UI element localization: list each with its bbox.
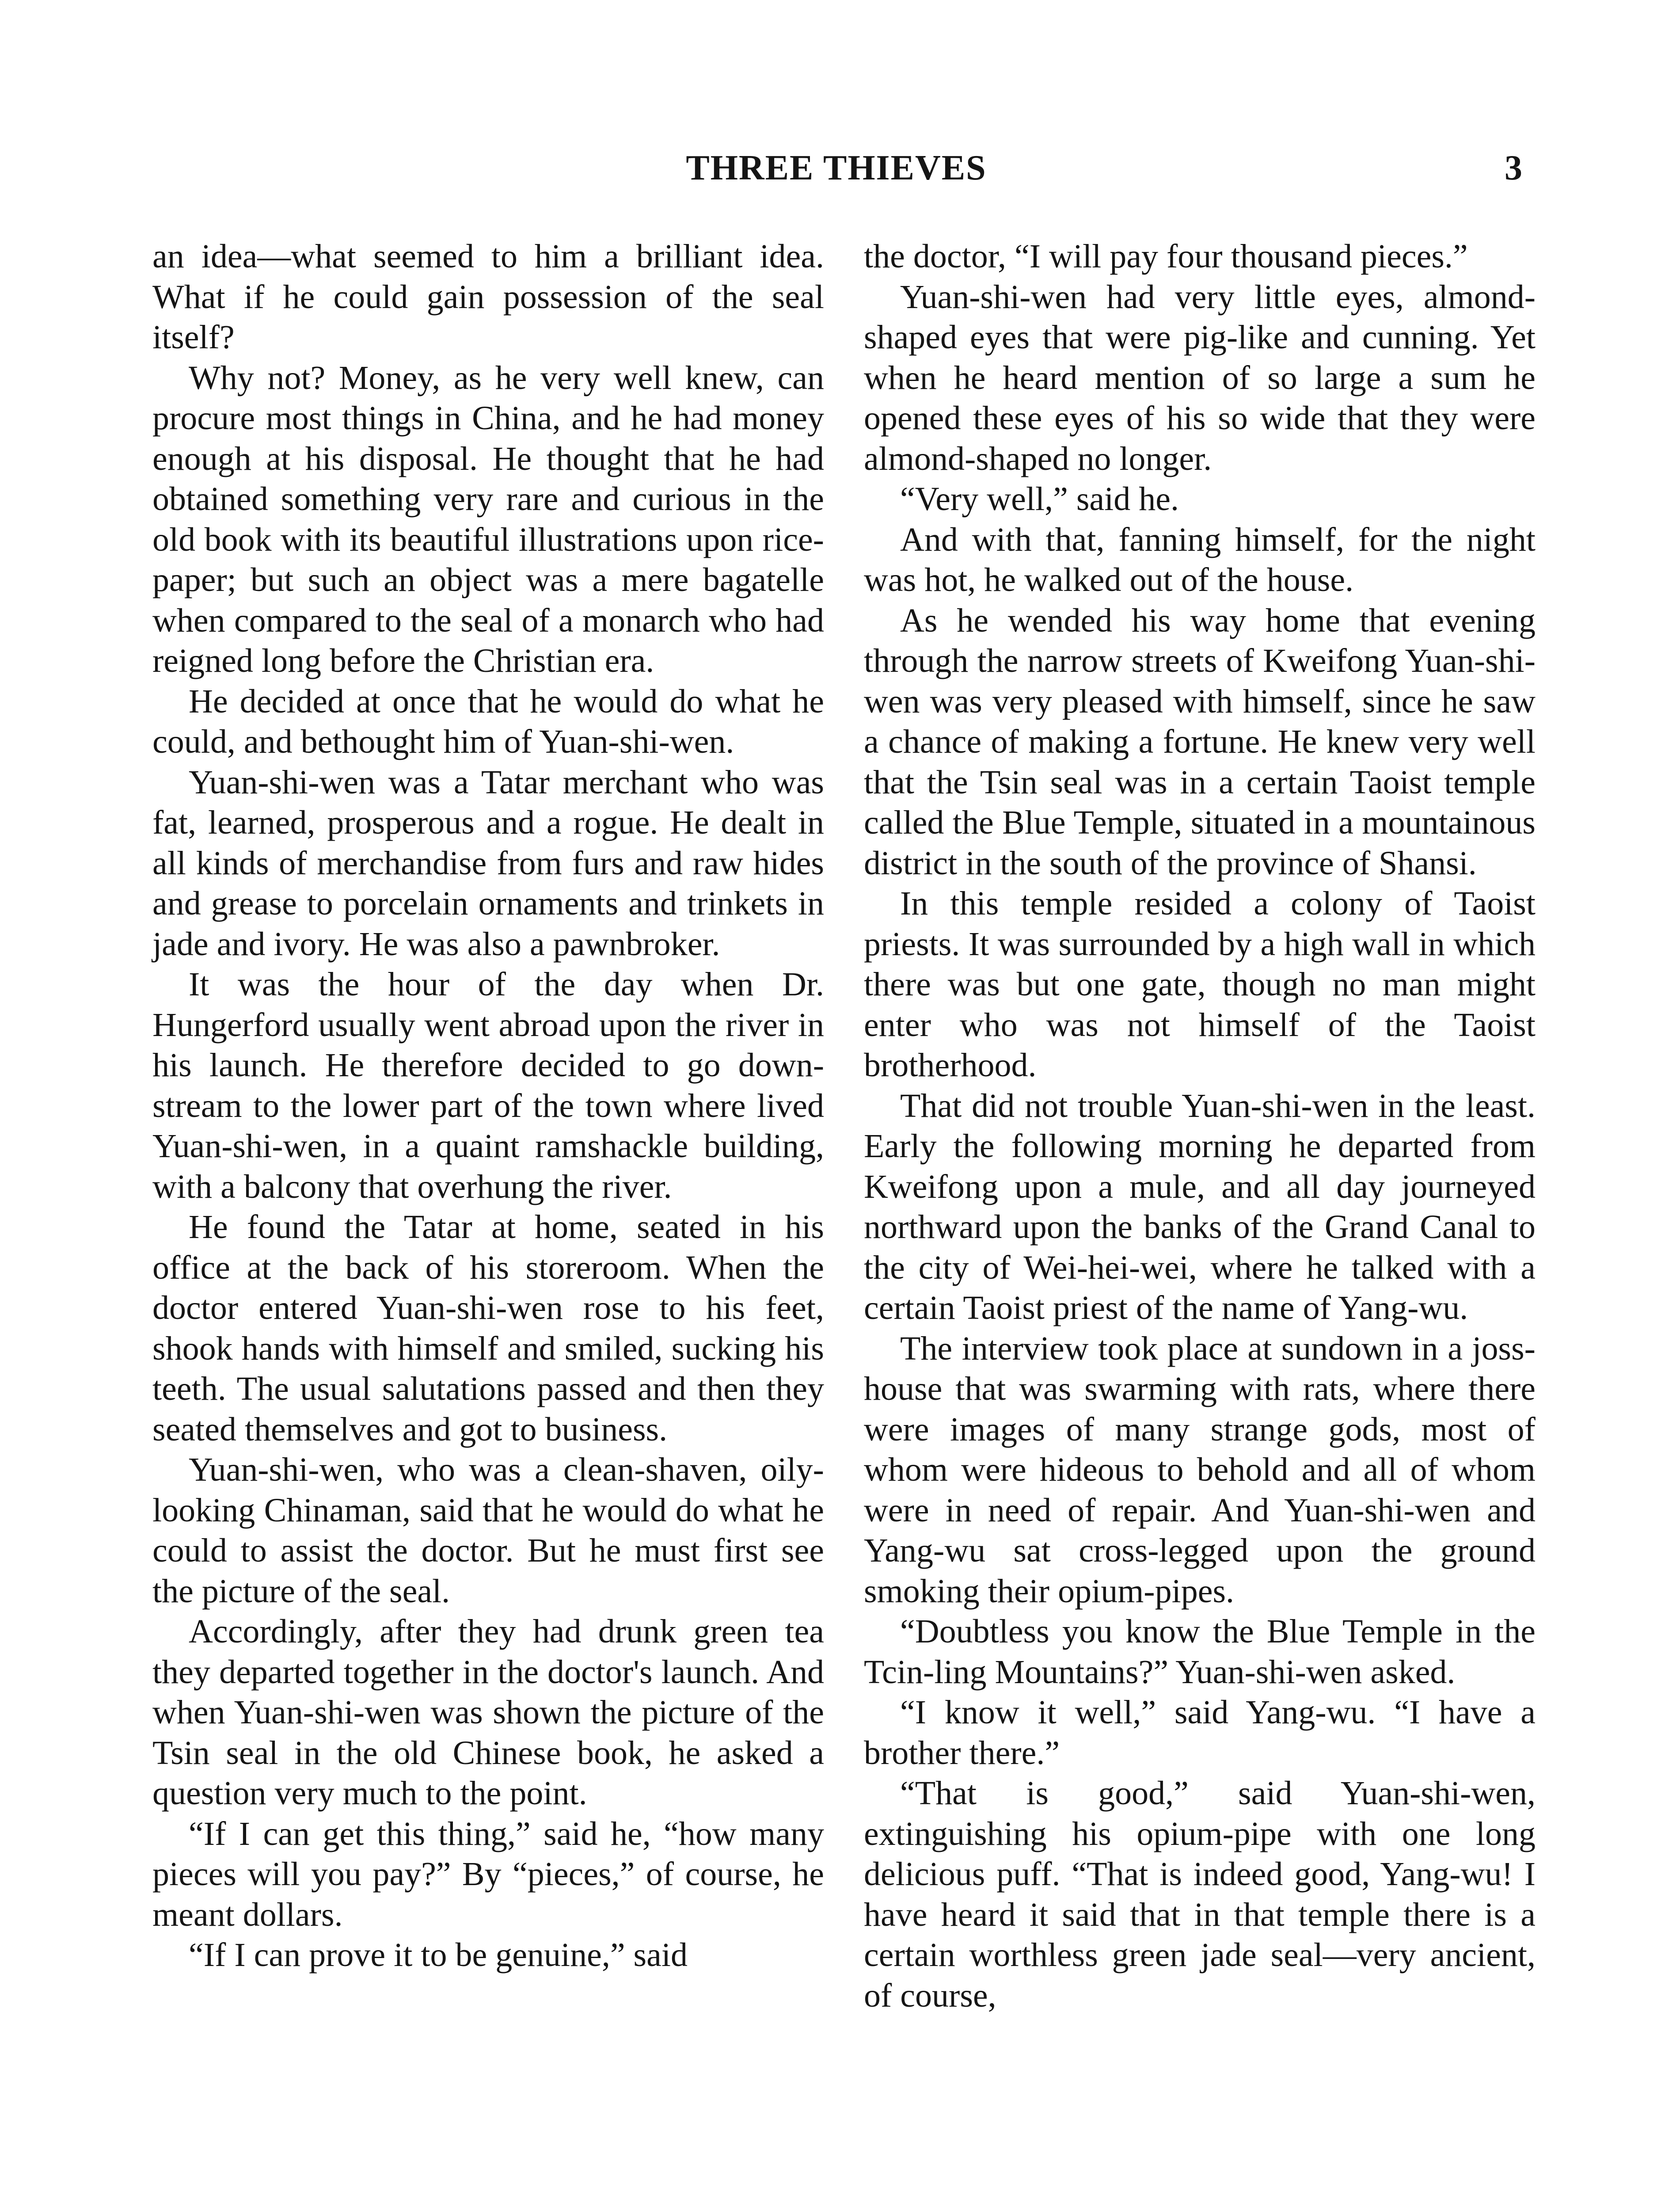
paragraph: Why not? Money, as he very well knew, can procure most things in China, and he had money enough at his disposal. He thought that he had obtained something very rare and curious in the old book with its beautiful illustrations upon rice-paper; but such an object was a mere bagatelle when compared to the seal of a monarch who had reigned long before the Christian era. (152, 359, 824, 679)
running-title: THREE THIEVES (686, 149, 987, 187)
paragraph: The interview took place at sundown in a joss-house that was swarming with rats, where there were images of many strange gods, most of whom were hideous to behold and all of whom were in need of repair. And Yuan-shi-wen and Yang-wu sat cross-legged upon the ground smoking their opium-pipes. (864, 1330, 1536, 1610)
paragraph: “That is good,” said Yuan-shi-wen, extinguishing his opium-pipe with one long delicious puff. “That is indeed good, Yang-wu! I have heard it said that in that temple there is a certain worthless green jade seal—very ancient, of course, (864, 1775, 1536, 2014)
paragraph: “Doubtless you know the Blue Temple in the Tcin-ling Mountains?” Yuan-shi-wen asked. (864, 1613, 1536, 1691)
left-column (152, 236, 824, 1976)
paragraph: And with that, fanning himself, for the night was hot, he walked out of the house. (864, 521, 1536, 598)
paragraph: He found the Tatar at home, seated in his office at the back of his storeroom. When the doctor entered Yuan-shi-wen rose to his feet, shook hands with himself and smiled, sucking his teeth. The usual salutations passed and then they seated themselves and got to business. (152, 1208, 824, 1448)
paragraph: “If I can get this thing,” said he, “how many pieces will you pay?” By “pieces,” of course, he meant dollars. (152, 1815, 824, 1933)
page-number: 3 (1505, 149, 1522, 187)
paragraph: the doctor, “I will pay four thousand pieces.” (864, 238, 1468, 275)
paragraph: Yuan-shi-wen was a Tatar merchant who was fat, learned, prosperous and a rogue. He dealt in all kinds of merchandise from furs and raw hides and grease to porcelain ornaments and trinkets in jade and ivory. He was also a pawnbroker. (152, 763, 824, 963)
paragraph: He decided at once that he would do what he could, and bethought him of Yuan-shi-wen. (152, 682, 824, 760)
right-column (864, 236, 1536, 2016)
paragraph: That did not trouble Yuan-shi-wen in the least. Early the following morning he departed from Kweifong upon a mule, and all day journeyed northward upon the banks of the Grand Canal to the city of Wei-hei-wei, where he talked with a certain Taoist priest of the name of Yang-wu. (864, 1087, 1536, 1326)
page-header (150, 146, 1522, 199)
paragraph: “I know it well,” said Yang-wu. “I have a brother there.” (864, 1694, 1536, 1772)
paragraph: As he wended his way home that evening through the narrow streets of Kweifong Yuan-shi-wen was very pleased with himself, since he saw a chance of making a fortune. He knew very well that the Tsin seal was in a certain Taoist temple called the Blue Temple, situated in a mountainous district in the south of the province of Shansi. (864, 602, 1536, 882)
paragraph: “Very well,” said he. (900, 480, 1179, 518)
paragraph: Yuan-shi-wen, who was a clean-shaven, oily-looking Chinaman, said that he would do what he could to assist the doctor. But he must first see the picture of the seal. (152, 1451, 824, 1610)
paragraph: Yuan-shi-wen had very little eyes, almond-shaped eyes that were pig-like and cunning. Yet when he heard mention of so large a sum he opened these eyes of his so wide that they were almond-shaped no longer. (864, 278, 1536, 477)
paragraph: It was the hour of the day when Dr. Hungerford usually went abroad upon the river in his launch. He therefore decided to go down-stream to the lower part of the town where lived Yuan-shi-wen, in a quaint ramshackle building, with a balcony that overhung the river. (152, 966, 824, 1205)
paragraph: “If I can prove it to be genuine,” said (189, 1936, 688, 1974)
paragraph: an idea—what seemed to him a brilliant idea. What if he could gain possession of the seal itself? (152, 238, 824, 356)
paragraph: In this temple resided a colony of Taoist priests. It was surrounded by a high wall in which there was but one gate, though no man might enter who was not himself of the Taoist brotherhood. (864, 885, 1536, 1084)
paragraph: Accordingly, after they had drunk green tea they departed together in the doctor's launch. And when Yuan-shi-wen was shown the picture of the Tsin seal in the old Chinese book, he asked a question very much to the point. (152, 1613, 824, 1812)
